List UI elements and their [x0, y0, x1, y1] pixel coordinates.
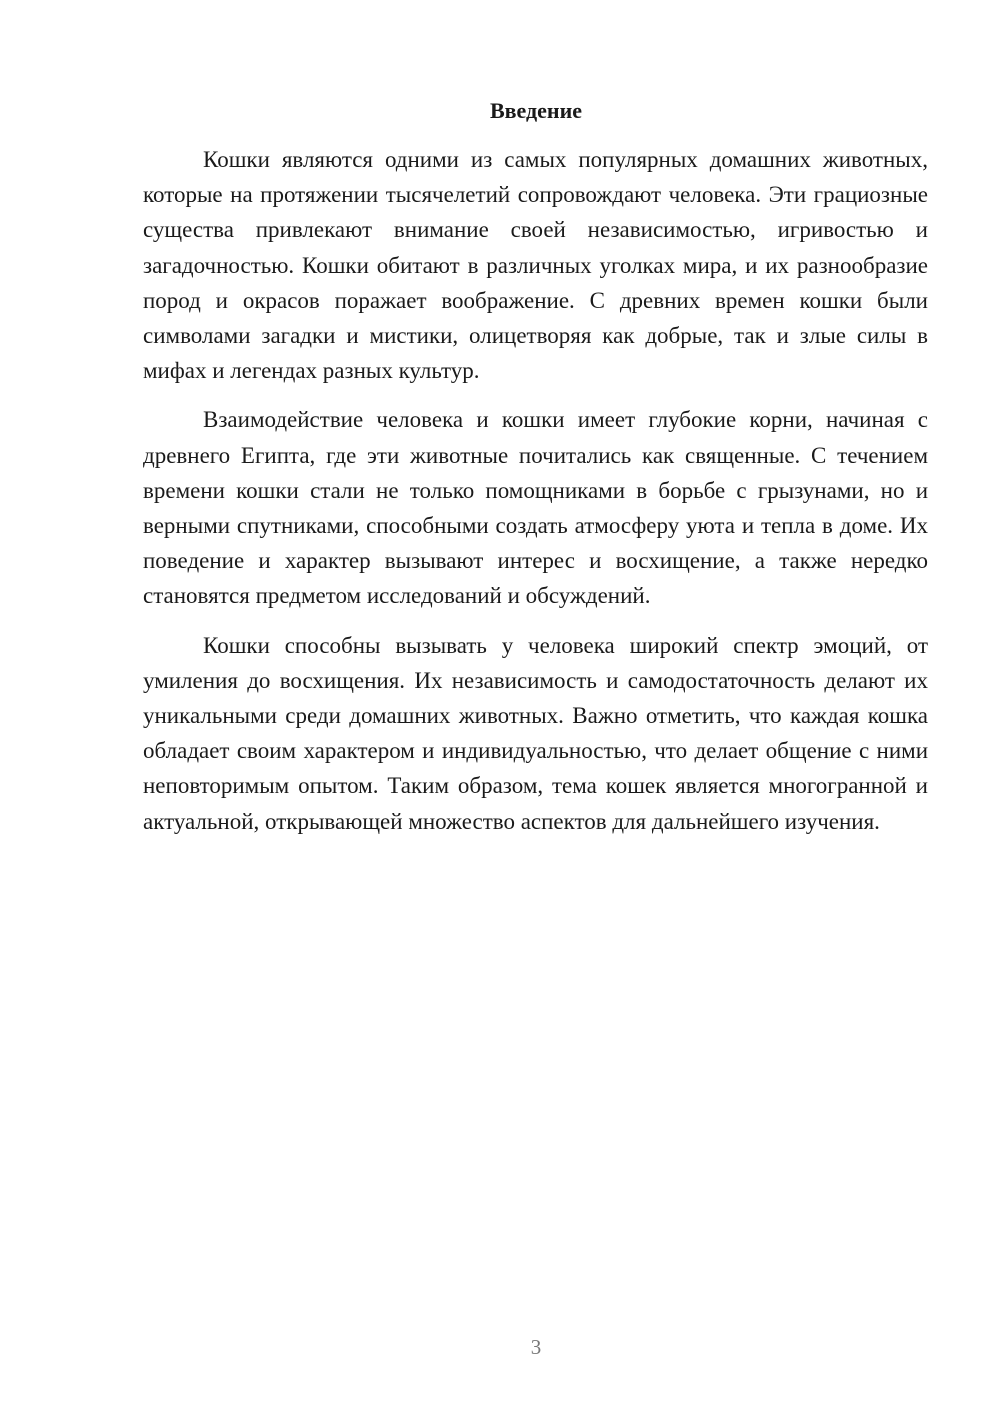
paragraph-2: Взаимодействие человека и кошки имеет глубокие корни, начиная с древнего Египта, где эти животные почитались как священные. С течением времени кошки стали не только помощниками в борьбе с грызунами, но и верными спутниками, способными создать атмосферу уюта и тепла в доме. Их поведение и характер вызывают интерес и восхищение, а также нередко становятся предметом исследований и обсуждений.	[143, 407, 928, 609]
page-number: 3	[530, 1335, 542, 1359]
section-title: Введение	[489, 98, 583, 123]
paragraph-3: Кошки способны вызывать у человека широкий спектр эмоций, от умиления до восхищения. Их независимость и самодостаточность делают их уникальными среди домашних животных. Важно отметить, что каждая кошка обладает своим характером и индивидуальностью, что делает общение с ними неповторимым опытом. Таким образом, тема кошек является многогранной и актуальной, открывающей множество аспектов для дальнейшего изучения.	[143, 632, 928, 834]
body-text	[143, 142, 928, 853]
paragraph-1: Кошки являются одними из самых популярных домашних животных, которые на протяжении тысячелетий сопровождают человека. Эти грациозные существа привлекают внимание своей независимостью, игривостью и загадочностью. Кошки обитают в различных уголках мира, и их разнообразие пород и окрасов поражает воображение. С древних времен кошки были символами загадки и мистики, олицетворяя как добрые, так и злые силы в мифах и легендах разных культур.	[143, 147, 928, 384]
